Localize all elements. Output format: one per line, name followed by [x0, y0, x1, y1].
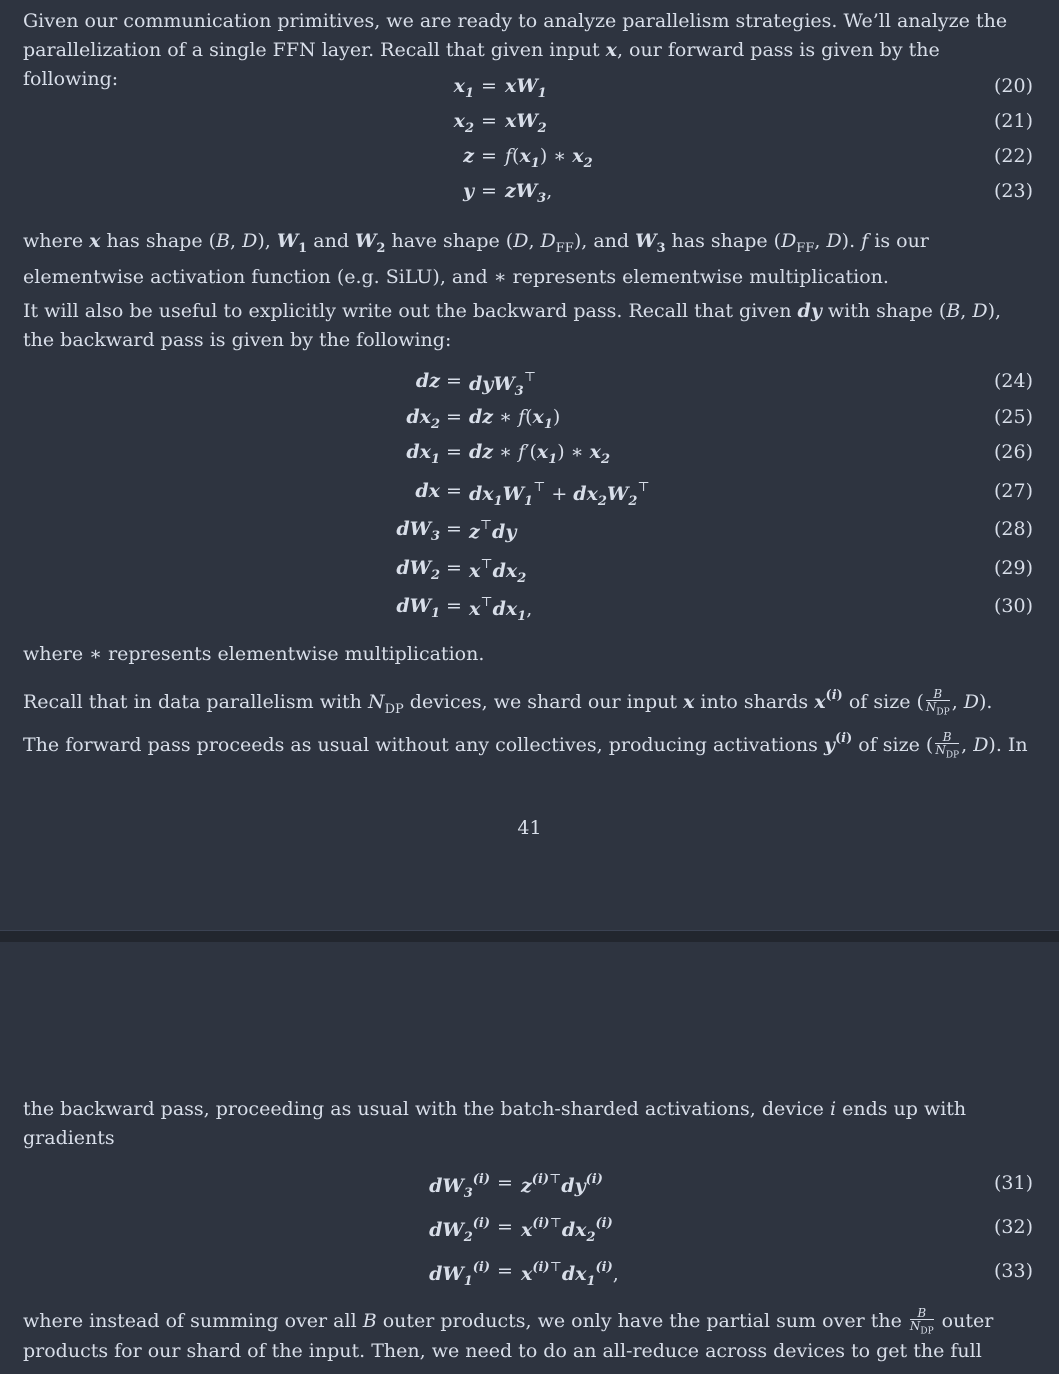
equation-24: dz = dyW$_3$⊤ (24): [415, 370, 1033, 399]
paragraph-shapes: where x has shape (B, D), $W_1$ and $W_2$ have shape (D, $D_{FF}$), and $W_3$ has shape ($D_{FF}$, D). f is our elementwise activation function (e.g. SiLU), and ∗ represents elementwise multiplication.: [23, 230, 929, 288]
intro-line-2a: parallelization of a single FFN layer. Recall that given input: [23, 39, 606, 61]
equation-number: (25): [993, 406, 1033, 428]
equation-number: (30): [993, 595, 1033, 617]
paragraph-data-parallel: Recall that in data parallelism with $N_{DP}$ devices, we shard our input x into shards $x^{(i)}$ of size ( $\frac{B}{N_{DP}}$ , D). The forward pass proceeds as usual without any collectives, producing activations $y^{(i)}$ of size ( $\frac{B}{N_{DP}}$ , D). In: [23, 686, 1028, 761]
equation-33: $dW_1^{(i)}$ = $x^{(i)⊤}dx_1^{(i)}$, (33): [429, 1260, 1033, 1289]
intro-line-2b: , our forward pass is given by the following:: [23, 39, 940, 90]
paragraph-intro: Given our communication primitives, we are ready to analyze parallelism strategies. We’ll analyze the parallelization of a single FFN layer. Recall that given input x, our forward pass is given by the following:: [23, 10, 1008, 90]
equation-25: $dx_2$ = dz ∗ $f(x_1)$ (25): [406, 406, 1033, 432]
equation-31: $dW_3^{(i)}$ = $z^{(i)⊤}dy^{(i)}$ (31): [429, 1172, 1033, 1201]
equation-number: (28): [993, 518, 1033, 540]
backward-line-2: the backward pass is given by the following:: [23, 329, 452, 351]
equation-26: $dx_1$ = dz ∗ $f'(x_1)$ ∗ $x_2$ (26): [406, 441, 1033, 467]
equation-number: (33): [993, 1260, 1033, 1282]
paragraph-backward: It will also be useful to explicitly write out the backward pass. Recall that given dy with shape (B, D), the backward pass is given by the following:: [23, 300, 1002, 351]
equation-28: $dW_3$ = z⊤dy (28): [396, 518, 1033, 544]
paragraph-continued: the backward pass, proceeding as usual with the batch-sharded activations, device i ends up with gradients: [23, 1098, 967, 1149]
equation-23: y = $zW_3$, (23): [462, 180, 1033, 206]
equation-number: (29): [993, 557, 1033, 579]
paragraph-partial-sum: where instead of summing over all B outer products, we only have the partial sum over the $\frac{B}{N_{DP}}$ outer products for our shard of the input. Then, we need to do an all-reduce across devices to get the full: [23, 1306, 994, 1363]
equation-27: dx = $dx_1W_1^⊤ + dx_2W_2^⊤$ (27): [415, 480, 1033, 509]
equation-number: (24): [993, 370, 1033, 392]
page-42: [0, 942, 1059, 1374]
equation-number: (27): [993, 480, 1033, 502]
equation-number: (32): [993, 1216, 1033, 1238]
page-number: 41: [517, 817, 542, 839]
equation-29: $dW_2$ = $x^⊤dx_2$ (29): [396, 557, 1033, 586]
shapes-line-2: elementwise activation function (e.g. SiLU), and ∗ represents elementwise multiplication.: [23, 266, 889, 288]
equation-number: (21): [993, 110, 1033, 132]
equation-number: (20): [993, 75, 1033, 97]
equation-number: (26): [993, 441, 1033, 463]
equation-number: (31): [993, 1172, 1033, 1194]
equation-32: $dW_2^{(i)}$ = $x^{(i)⊤}dx_2^{(i)}$ (32): [429, 1216, 1033, 1245]
paragraph-where: where ∗ represents elementwise multiplication.: [23, 643, 485, 665]
equation-number: (23): [993, 180, 1033, 202]
equation-30: $dW_1$ = $x^⊤dx_1$, (30): [396, 595, 1033, 624]
intro-line-1: Given our communication primitives, we are ready to analyze parallelism strategies. We’ll analyze the: [23, 10, 1008, 32]
equation-20: $x_1$ = $xW_1$ (20): [453, 75, 1033, 101]
equation-number: (22): [993, 145, 1033, 167]
equation-22: z = $f(x_1)$ ∗ $x_2$ (22): [463, 145, 1033, 171]
equation-21: $x_2$ = $xW_2$ (21): [453, 110, 1033, 136]
